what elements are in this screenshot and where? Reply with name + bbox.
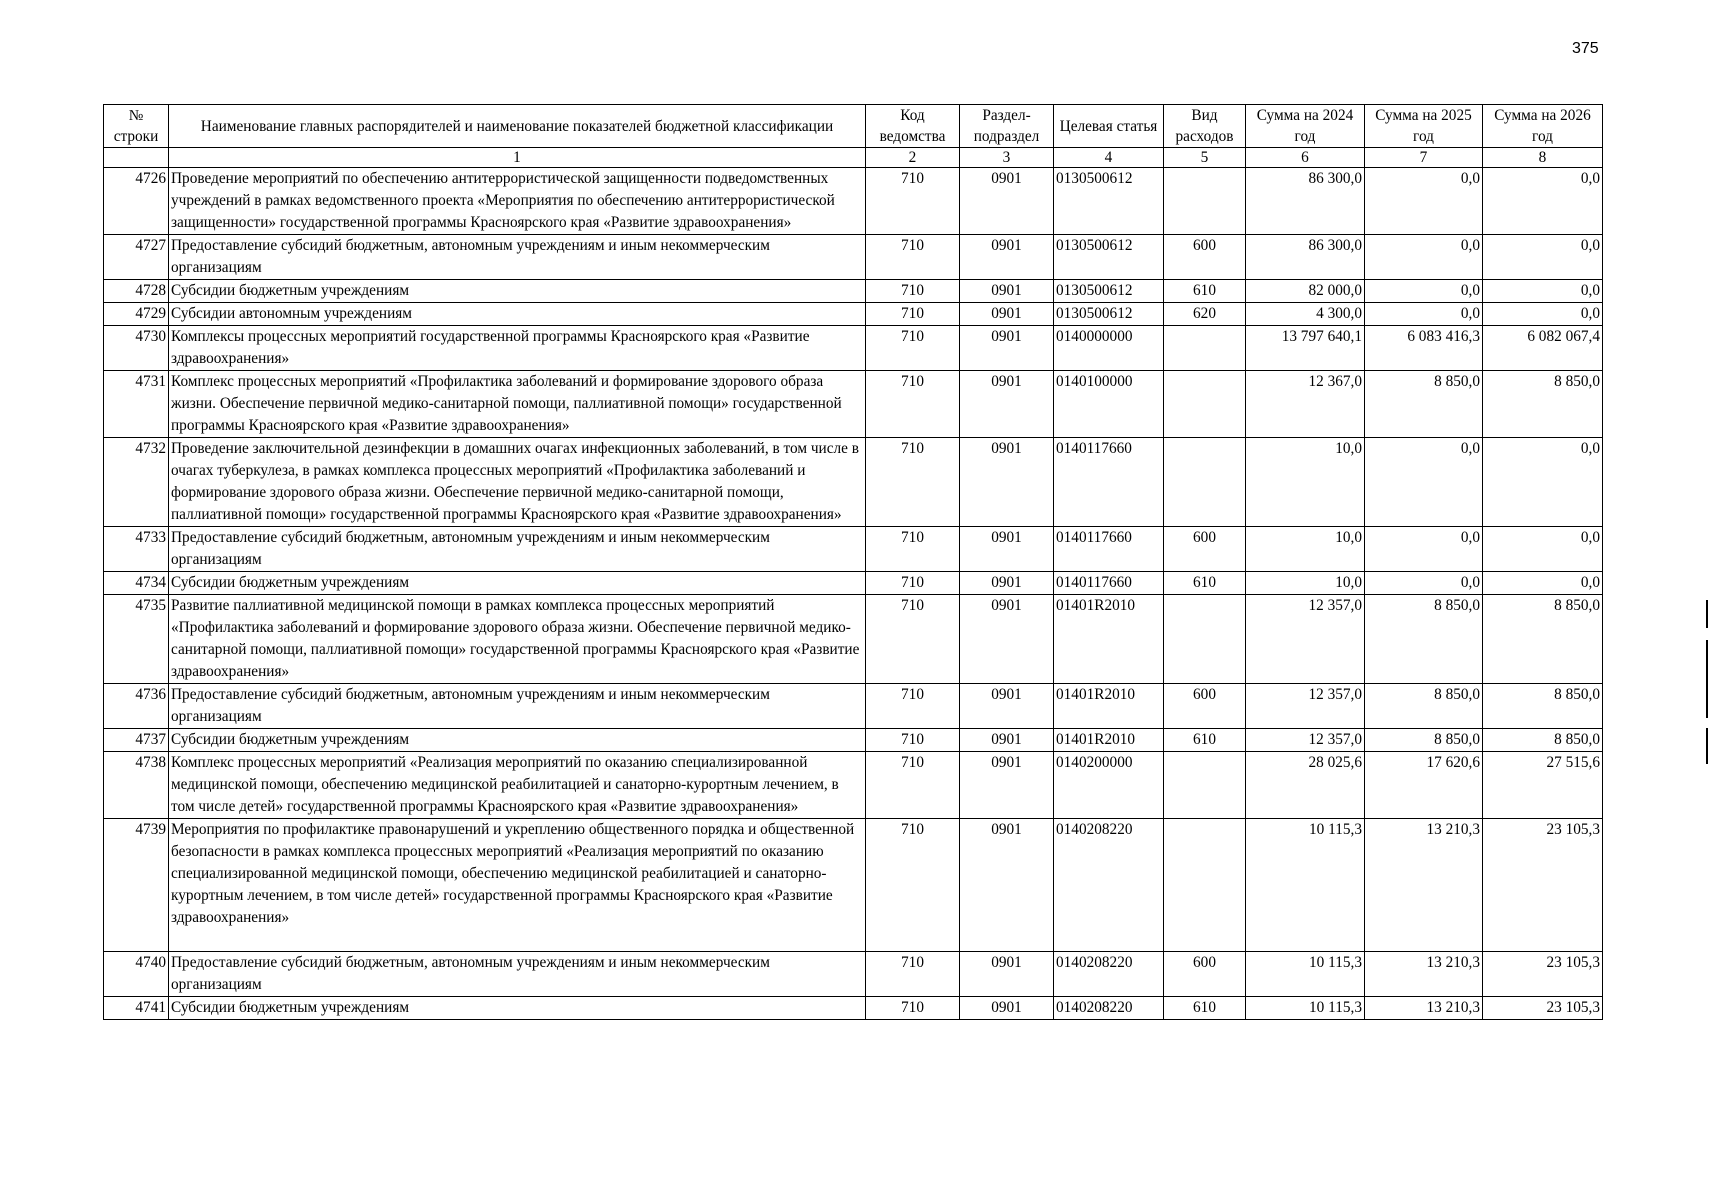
row-number-cell: 4730 bbox=[104, 326, 169, 371]
row-number-cell: 4729 bbox=[104, 303, 169, 326]
target-article-cell: 0140208220 bbox=[1054, 819, 1164, 952]
table-row bbox=[104, 326, 1603, 371]
name-cell: Предоставление субсидий бюджетным, автономным учреждениям и иным некоммерческим организациям bbox=[169, 952, 866, 997]
sum-2026-cell: 0,0 bbox=[1483, 572, 1603, 595]
department-code-cell: 710 bbox=[866, 235, 960, 280]
row-number-cell: 4728 bbox=[104, 280, 169, 303]
table-row bbox=[104, 235, 1603, 280]
expense-type-cell bbox=[1164, 371, 1246, 438]
name-cell: Субсидии бюджетным учреждениям bbox=[169, 729, 866, 752]
row-number-cell: 4732 bbox=[104, 438, 169, 527]
table-row bbox=[104, 371, 1603, 438]
expense-type-cell: 610 bbox=[1164, 572, 1246, 595]
sum-2024-cell: 10,0 bbox=[1246, 438, 1365, 527]
name-cell: Субсидии бюджетным учреждениям bbox=[169, 572, 866, 595]
expense-type-cell: 610 bbox=[1164, 280, 1246, 303]
sum-2024-cell: 10,0 bbox=[1246, 527, 1365, 572]
target-article-cell: 01401R2010 bbox=[1054, 684, 1164, 729]
edge-mark bbox=[1706, 640, 1708, 718]
sum-2024-cell: 12 367,0 bbox=[1246, 371, 1365, 438]
sum-2026-cell: 0,0 bbox=[1483, 303, 1603, 326]
target-article-cell: 0140117660 bbox=[1054, 527, 1164, 572]
column-number bbox=[104, 148, 169, 168]
section-cell: 0901 bbox=[960, 819, 1054, 952]
sum-2026-cell: 0,0 bbox=[1483, 235, 1603, 280]
target-article-cell: 01401R2010 bbox=[1054, 595, 1164, 684]
section-cell: 0901 bbox=[960, 952, 1054, 997]
sum-2025-cell: 6 083 416,3 bbox=[1365, 326, 1483, 371]
budget-table bbox=[103, 104, 1603, 1020]
expense-type-cell bbox=[1164, 168, 1246, 235]
header-department-code: Код ведомства bbox=[866, 105, 960, 148]
department-code-cell: 710 bbox=[866, 819, 960, 952]
sum-2026-cell: 0,0 bbox=[1483, 527, 1603, 572]
sum-2025-cell: 17 620,6 bbox=[1365, 752, 1483, 819]
section-cell: 0901 bbox=[960, 303, 1054, 326]
column-number: 3 bbox=[960, 148, 1054, 168]
sum-2026-cell: 8 850,0 bbox=[1483, 729, 1603, 752]
column-number: 4 bbox=[1054, 148, 1164, 168]
header-row bbox=[104, 105, 1603, 148]
section-cell: 0901 bbox=[960, 997, 1054, 1020]
target-article-cell: 0140208220 bbox=[1054, 997, 1164, 1020]
name-cell: Субсидии бюджетным учреждениям bbox=[169, 997, 866, 1020]
name-cell: Предоставление субсидий бюджетным, автономным учреждениям и иным некоммерческим организациям bbox=[169, 684, 866, 729]
sum-2026-cell: 23 105,3 bbox=[1483, 952, 1603, 997]
column-number: 8 bbox=[1483, 148, 1603, 168]
table-row bbox=[104, 684, 1603, 729]
row-number-cell: 4736 bbox=[104, 684, 169, 729]
expense-type-cell: 600 bbox=[1164, 684, 1246, 729]
header-expense-type: Вид расходов bbox=[1164, 105, 1246, 148]
table-row bbox=[104, 438, 1603, 527]
row-number-cell: 4727 bbox=[104, 235, 169, 280]
sum-2024-cell: 10 115,3 bbox=[1246, 819, 1365, 952]
section-cell: 0901 bbox=[960, 438, 1054, 527]
column-number: 5 bbox=[1164, 148, 1246, 168]
sum-2025-cell: 8 850,0 bbox=[1365, 371, 1483, 438]
sum-2024-cell: 4 300,0 bbox=[1246, 303, 1365, 326]
table-row bbox=[104, 595, 1603, 684]
table-row bbox=[104, 527, 1603, 572]
table-row bbox=[104, 729, 1603, 752]
sum-2026-cell: 27 515,6 bbox=[1483, 752, 1603, 819]
column-number: 1 bbox=[169, 148, 866, 168]
name-cell: Комплексы процессных мероприятий государственной программы Красноярского края «Развитие здравоохранения» bbox=[169, 326, 866, 371]
expense-type-cell bbox=[1164, 752, 1246, 819]
expense-type-cell: 620 bbox=[1164, 303, 1246, 326]
section-cell: 0901 bbox=[960, 280, 1054, 303]
target-article-cell: 0140100000 bbox=[1054, 371, 1164, 438]
sum-2024-cell: 10 115,3 bbox=[1246, 997, 1365, 1020]
row-number-cell: 4739 bbox=[104, 819, 169, 952]
sum-2025-cell: 8 850,0 bbox=[1365, 729, 1483, 752]
header-sum-2026: Сумма на 2026 год bbox=[1483, 105, 1603, 148]
expense-type-cell bbox=[1164, 326, 1246, 371]
table-row bbox=[104, 280, 1603, 303]
sum-2025-cell: 8 850,0 bbox=[1365, 684, 1483, 729]
department-code-cell: 710 bbox=[866, 952, 960, 997]
department-code-cell: 710 bbox=[866, 168, 960, 235]
column-number: 7 bbox=[1365, 148, 1483, 168]
sum-2024-cell: 10,0 bbox=[1246, 572, 1365, 595]
header-row-number: № строки bbox=[104, 105, 169, 148]
column-number: 2 bbox=[866, 148, 960, 168]
expense-type-cell: 610 bbox=[1164, 729, 1246, 752]
sum-2025-cell: 0,0 bbox=[1365, 280, 1483, 303]
department-code-cell: 710 bbox=[866, 527, 960, 572]
department-code-cell: 710 bbox=[866, 572, 960, 595]
target-article-cell: 0130500612 bbox=[1054, 235, 1164, 280]
expense-type-cell bbox=[1164, 595, 1246, 684]
section-cell: 0901 bbox=[960, 572, 1054, 595]
name-cell: Субсидии автономным учреждениям bbox=[169, 303, 866, 326]
name-cell: Развитие паллиативной медицинской помощи в рамках комплекса процессных мероприятий «Профилактика заболеваний и формирование здорового образа жизни. Обеспечение первичной медико-санитарной помощи, паллиативной помощи» государственной программы Красноярского края «Развитие здравоохранения» bbox=[169, 595, 866, 684]
target-article-cell: 0140117660 bbox=[1054, 572, 1164, 595]
section-cell: 0901 bbox=[960, 729, 1054, 752]
row-number-cell: 4735 bbox=[104, 595, 169, 684]
target-article-cell: 0130500612 bbox=[1054, 303, 1164, 326]
header-sum-2025: Сумма на 2025 год bbox=[1365, 105, 1483, 148]
table-row bbox=[104, 572, 1603, 595]
column-number-row bbox=[104, 148, 1603, 168]
sum-2025-cell: 0,0 bbox=[1365, 438, 1483, 527]
row-number-cell: 4726 bbox=[104, 168, 169, 235]
section-cell: 0901 bbox=[960, 326, 1054, 371]
section-cell: 0901 bbox=[960, 527, 1054, 572]
row-number-cell: 4741 bbox=[104, 997, 169, 1020]
name-cell: Комплекс процессных мероприятий «Реализация мероприятий по оказанию специализированной медицинской помощи, обеспечению медицинской реабилитацией и санаторно-курортным лечением, в том числе детей» государственной программы Красноярского края «Развитие здравоохранения» bbox=[169, 752, 866, 819]
name-cell: Предоставление субсидий бюджетным, автономным учреждениям и иным некоммерческим организациям bbox=[169, 235, 866, 280]
sum-2026-cell: 8 850,0 bbox=[1483, 371, 1603, 438]
edge-mark bbox=[1706, 728, 1708, 764]
header-section: Раздел- подраздел bbox=[960, 105, 1054, 148]
department-code-cell: 710 bbox=[866, 371, 960, 438]
sum-2026-cell: 23 105,3 bbox=[1483, 819, 1603, 952]
table-row bbox=[104, 952, 1603, 997]
sum-2026-cell: 0,0 bbox=[1483, 168, 1603, 235]
department-code-cell: 710 bbox=[866, 684, 960, 729]
target-article-cell: 0140200000 bbox=[1054, 752, 1164, 819]
section-cell: 0901 bbox=[960, 371, 1054, 438]
sum-2026-cell: 8 850,0 bbox=[1483, 595, 1603, 684]
target-article-cell: 0140000000 bbox=[1054, 326, 1164, 371]
column-number: 6 bbox=[1246, 148, 1365, 168]
table-body bbox=[104, 168, 1603, 1020]
header-target-article: Целевая статья bbox=[1054, 105, 1164, 148]
expense-type-cell: 600 bbox=[1164, 235, 1246, 280]
table-row bbox=[104, 752, 1603, 819]
sum-2026-cell: 0,0 bbox=[1483, 438, 1603, 527]
sum-2024-cell: 12 357,0 bbox=[1246, 595, 1365, 684]
target-article-cell: 0140117660 bbox=[1054, 438, 1164, 527]
edge-mark bbox=[1706, 600, 1708, 628]
target-article-cell: 01401R2010 bbox=[1054, 729, 1164, 752]
row-number-cell: 4734 bbox=[104, 572, 169, 595]
header-sum-2024: Сумма на 2024 год bbox=[1246, 105, 1365, 148]
page-number: 375 bbox=[1572, 40, 1599, 57]
name-cell: Мероприятия по профилактике правонарушений и укреплению общественного порядка и общественной безопасности в рамках комплекса процессных мероприятий «Реализация мероприятий по оказанию специализированной медицинской помощи, обеспечению медицинской реабилитацией и санаторно-курортным лечением, в том числе детей» государственной программы Красноярского края «Развитие здравоохранения» bbox=[169, 819, 866, 952]
section-cell: 0901 bbox=[960, 684, 1054, 729]
table-row bbox=[104, 997, 1603, 1020]
expense-type-cell bbox=[1164, 438, 1246, 527]
name-cell: Проведение заключительной дезинфекции в домашних очагах инфекционных заболеваний, в том числе в очагах туберкулеза, в рамках комплекса процессных мероприятий «Профилактика заболеваний и формирование здорового образа жизни. Обеспечение первичной медико-санитарной помощи, паллиативной помощи» государственной программы Красноярского края «Развитие здравоохранения» bbox=[169, 438, 866, 527]
table-row bbox=[104, 303, 1603, 326]
row-number-cell: 4737 bbox=[104, 729, 169, 752]
sum-2024-cell: 12 357,0 bbox=[1246, 684, 1365, 729]
sum-2024-cell: 82 000,0 bbox=[1246, 280, 1365, 303]
sum-2026-cell: 8 850,0 bbox=[1483, 684, 1603, 729]
name-cell: Предоставление субсидий бюджетным, автономным учреждениям и иным некоммерческим организациям bbox=[169, 527, 866, 572]
sum-2026-cell: 0,0 bbox=[1483, 280, 1603, 303]
department-code-cell: 710 bbox=[866, 326, 960, 371]
section-cell: 0901 bbox=[960, 752, 1054, 819]
sum-2026-cell: 23 105,3 bbox=[1483, 997, 1603, 1020]
sum-2025-cell: 0,0 bbox=[1365, 168, 1483, 235]
sum-2024-cell: 86 300,0 bbox=[1246, 168, 1365, 235]
sum-2024-cell: 13 797 640,1 bbox=[1246, 326, 1365, 371]
sum-2025-cell: 0,0 bbox=[1365, 527, 1483, 572]
department-code-cell: 710 bbox=[866, 438, 960, 527]
department-code-cell: 710 bbox=[866, 997, 960, 1020]
header-name: Наименование главных распорядителей и наименование показателей бюджетной классификации bbox=[169, 105, 866, 148]
sum-2025-cell: 13 210,3 bbox=[1365, 952, 1483, 997]
row-number-cell: 4740 bbox=[104, 952, 169, 997]
sum-2026-cell: 6 082 067,4 bbox=[1483, 326, 1603, 371]
sum-2025-cell: 0,0 bbox=[1365, 572, 1483, 595]
department-code-cell: 710 bbox=[866, 752, 960, 819]
section-cell: 0901 bbox=[960, 235, 1054, 280]
row-number-cell: 4733 bbox=[104, 527, 169, 572]
name-cell: Субсидии бюджетным учреждениям bbox=[169, 280, 866, 303]
expense-type-cell bbox=[1164, 819, 1246, 952]
department-code-cell: 710 bbox=[866, 595, 960, 684]
sum-2025-cell: 0,0 bbox=[1365, 303, 1483, 326]
row-number-cell: 4738 bbox=[104, 752, 169, 819]
expense-type-cell: 600 bbox=[1164, 527, 1246, 572]
name-cell: Проведение мероприятий по обеспечению антитеррористической защищенности подведомственных учреждений в рамках ведомственного проекта «Мероприятия по обеспечению антитеррористической защищенности» государственной программы Красноярского края «Развитие здравоохранения» bbox=[169, 168, 866, 235]
row-number-cell: 4731 bbox=[104, 371, 169, 438]
sum-2025-cell: 8 850,0 bbox=[1365, 595, 1483, 684]
department-code-cell: 710 bbox=[866, 280, 960, 303]
expense-type-cell: 600 bbox=[1164, 952, 1246, 997]
sum-2024-cell: 86 300,0 bbox=[1246, 235, 1365, 280]
table-row bbox=[104, 168, 1603, 235]
department-code-cell: 710 bbox=[866, 303, 960, 326]
table-row bbox=[104, 819, 1603, 952]
name-cell: Комплекс процессных мероприятий «Профилактика заболеваний и формирование здорового образа жизни. Обеспечение первичной медико-санитарной помощи, паллиативной помощи» государственной программы Красноярского края «Развитие здравоохранения» bbox=[169, 371, 866, 438]
sum-2025-cell: 0,0 bbox=[1365, 235, 1483, 280]
expense-type-cell: 610 bbox=[1164, 997, 1246, 1020]
sum-2024-cell: 28 025,6 bbox=[1246, 752, 1365, 819]
section-cell: 0901 bbox=[960, 168, 1054, 235]
target-article-cell: 0130500612 bbox=[1054, 280, 1164, 303]
sum-2025-cell: 13 210,3 bbox=[1365, 997, 1483, 1020]
sum-2025-cell: 13 210,3 bbox=[1365, 819, 1483, 952]
sum-2024-cell: 12 357,0 bbox=[1246, 729, 1365, 752]
section-cell: 0901 bbox=[960, 595, 1054, 684]
department-code-cell: 710 bbox=[866, 729, 960, 752]
target-article-cell: 0130500612 bbox=[1054, 168, 1164, 235]
target-article-cell: 0140208220 bbox=[1054, 952, 1164, 997]
sum-2024-cell: 10 115,3 bbox=[1246, 952, 1365, 997]
